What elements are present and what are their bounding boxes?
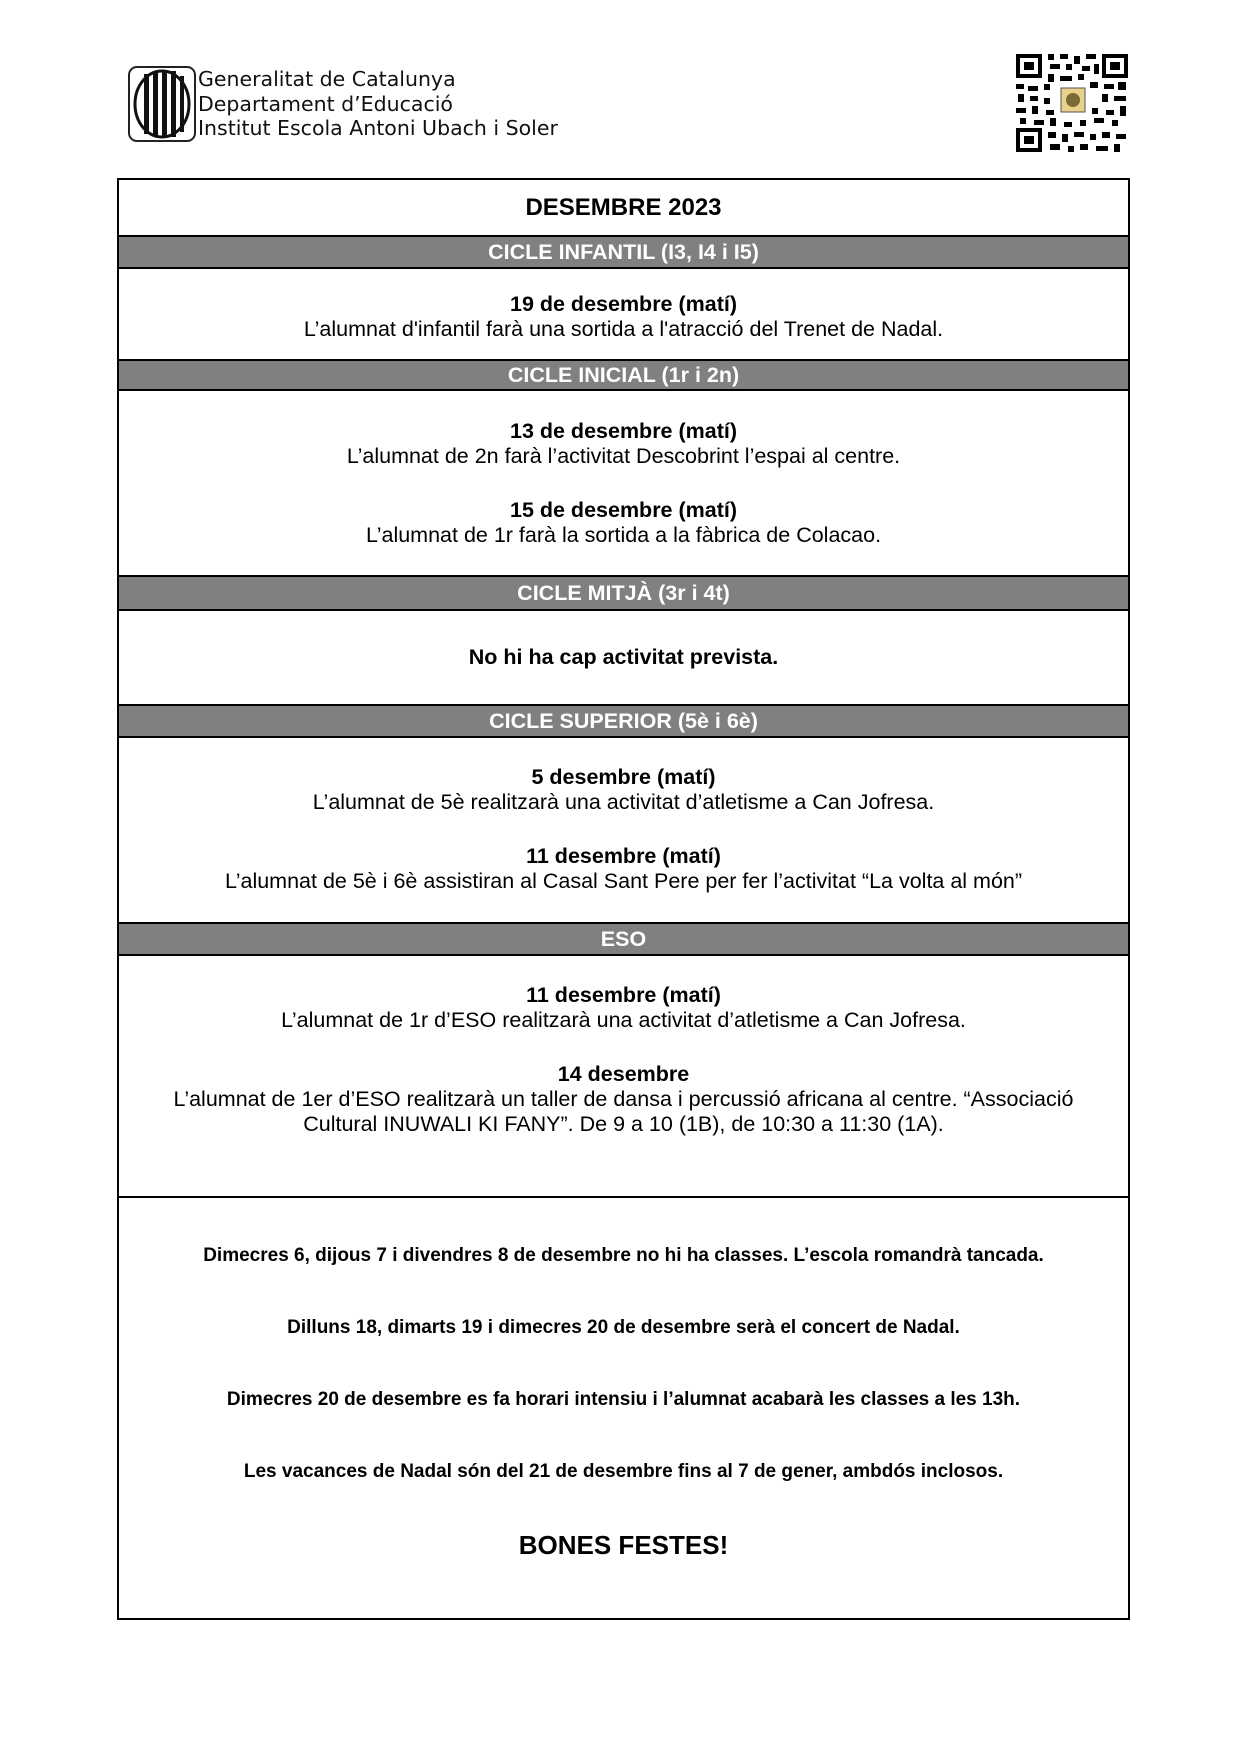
event-date: 19 de desembre (matí) (509, 292, 738, 316)
letterhead (128, 66, 558, 142)
org-line-2: Departament d’Educació (198, 91, 453, 116)
event-text-continued: Cultural INUWALI KI FANY”. De 9 a 10 (1B), de 10:30 a 11:30 (1A). (303, 1112, 944, 1136)
section-heading-inicial: CICLE INICIAL (1r i 2n) (119, 359, 1128, 391)
note-closure: Dimecres 6, dijous 7 i divendres 8 de desembre no hi ha classes. L’escola romandrà tancada. (203, 1245, 1044, 1266)
event-text: L’alumnat de 1r farà la sortida a la fàbrica de Colacao. (365, 523, 882, 547)
section-heading-eso: ESO (119, 922, 1128, 956)
section-heading-infantil: CICLE INFANTIL (I3, I4 i I5) (119, 235, 1128, 269)
org-line-1: Generalitat de Catalunya (198, 67, 456, 92)
section-body-infantil (119, 269, 1128, 359)
section-body-inicial (119, 391, 1128, 575)
event-text: L’alumnat de 5è realitzarà una activitat d’atletisme a Can Jofresa. (312, 790, 935, 814)
no-activity-note: No hi ha cap activitat prevista. (468, 645, 779, 669)
event-text: L’alumnat d'infantil farà una sortida a l'atracció del Trenet de Nadal. (303, 317, 944, 341)
section-body-eso (119, 956, 1128, 1196)
event-text: L’alumnat de 5è i 6è assistiran al Casal Sant Pere per fer l’activitat “La volta al món” (224, 869, 1023, 893)
event-date: 5 desembre (matí) (531, 765, 716, 789)
event-text: L’alumnat de 2n farà l’activitat Descobrint l’espai al centre. (346, 444, 901, 468)
event-text: L’alumnat de 1r d’ESO realitzarà una activitat d’atletisme a Can Jofresa. (281, 1008, 966, 1032)
note-concert: Dilluns 18, dimarts 19 i dimecres 20 de desembre serà el concert de Nadal. (287, 1317, 960, 1338)
event-date: 13 de desembre (matí) (509, 419, 738, 443)
note-holidays: Les vacances de Nadal són del 21 de desembre fins al 7 de gener, ambdós inclosos. (243, 1461, 1004, 1482)
event-text: L’alumnat de 1er d’ESO realitzarà un taller de dansa i percussió africana al centre. “Associació (173, 1087, 1074, 1111)
section-heading-mitja: CICLE MITJÀ (3r i 4t) (119, 575, 1128, 611)
org-line-3: Institut Escola Antoni Ubach i Soler (198, 116, 558, 141)
section-heading-superior: CICLE SUPERIOR (5è i 6è) (119, 704, 1128, 738)
event-date: 11 desembre (matí) (526, 844, 721, 868)
qr-code-icon (1014, 52, 1130, 154)
month-title: DESEMBRE 2023 (525, 193, 722, 221)
organization-name (198, 67, 558, 141)
event-date: 15 de desembre (matí) (509, 498, 738, 522)
general-notes (119, 1196, 1128, 1620)
event-date: 11 desembre (matí) (526, 983, 721, 1007)
section-body-superior (119, 738, 1128, 922)
closing-greeting: BONES FESTES! (518, 1530, 729, 1560)
note-intensive-schedule: Dimecres 20 de desembre es fa horari intensiu i l’alumnat acabarà les classes a les 13h. (226, 1389, 1021, 1410)
event-date: 14 desembre (557, 1062, 690, 1086)
generalitat-emblem-icon (128, 66, 196, 142)
section-body-mitja (119, 611, 1128, 704)
calendar-table (117, 178, 1130, 1620)
